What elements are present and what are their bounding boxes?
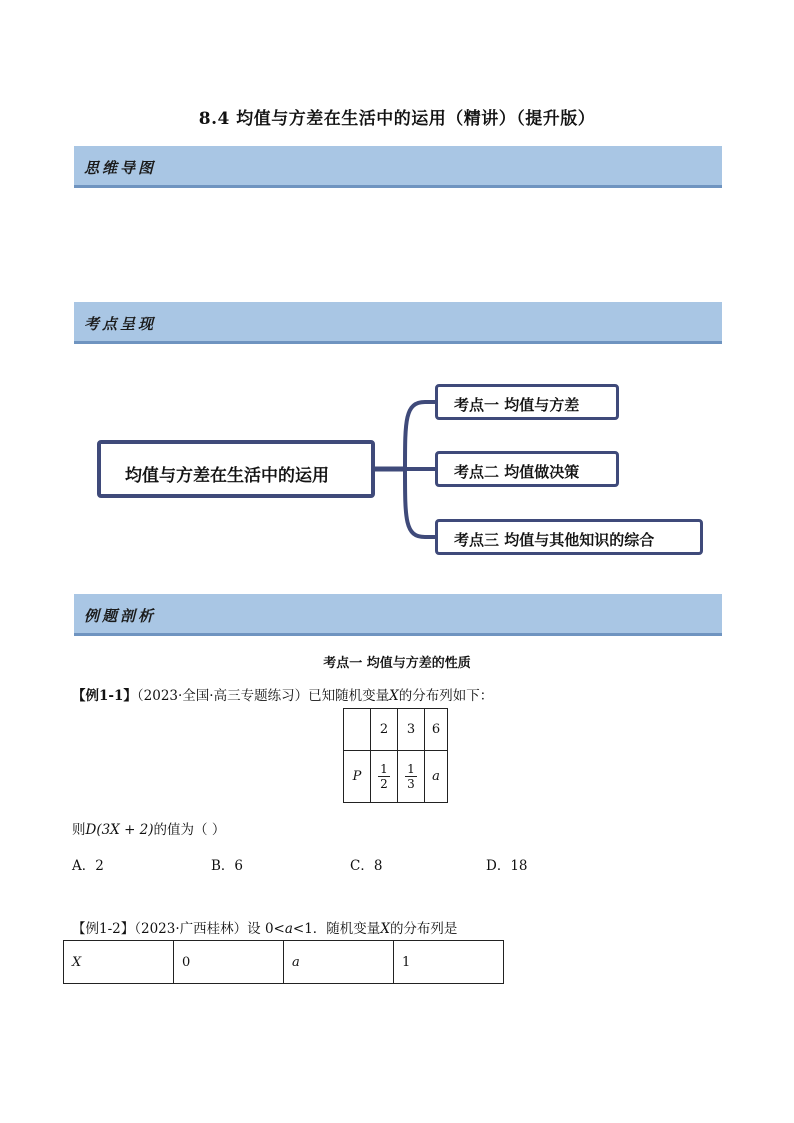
section-band-label: 思维导图 [84,159,157,177]
kaodian-subtitle: 考点一 均值与方差的性质 [323,656,471,671]
example1-source: （2023·全国·高三专题练习） [136,688,309,704]
page-title: 8.4 均值与方差在生活中的运用（精讲）（提升版） [198,109,596,129]
fraction-denominator: 2 [380,776,388,791]
example2-var-a: a [284,921,293,937]
mindmap-connector-line [405,469,436,537]
example2-text-b: <1．随机变量 [292,921,381,937]
question-prefix: 则 [72,822,86,838]
example1-stem-a: 已知随机变量 [308,688,390,704]
example1-question [72,818,225,838]
fraction-numerator: 1 [380,761,388,776]
example2-text-a: （2023·广西桂林）设 0< [134,921,285,937]
table-cell-fraction [398,751,425,803]
example2-var-x: X [380,921,390,937]
example2-label: 【例1-2】 [72,921,135,937]
table-cell-p: P [344,751,371,803]
example2-text-c: 的分布列是 [389,921,458,937]
example1-stem-b: 的分布列如下： [398,688,494,704]
question-suffix: 的值为（ ） [153,822,226,838]
example2-stem [72,917,457,937]
example1-label: 【例1-1】 [72,688,137,704]
table-cell: 0 [174,941,284,984]
option-a: A．2 [72,858,104,874]
distribution-table-1 [343,708,448,803]
section-band-label: 考点呈现 [84,315,157,333]
section-band-example [74,594,722,636]
mindmap-root: 均值与方差在生活中的运用 [97,440,375,498]
distribution-table-2 [63,940,504,984]
question-expression: D(3X + 2) [85,822,154,838]
example1-var: X [389,688,399,704]
table-cell [344,709,371,751]
option-d: D．18 [486,858,528,874]
fraction-numerator: 1 [407,761,415,776]
mindmap-leaf-2: 考点二 均值做决策 [435,451,619,487]
table-cell-fraction [371,751,398,803]
table-cell: 2 [371,709,398,751]
table-cell: a [284,941,394,984]
mindmap-leaf-3: 考点三 均值与其他知识的综合 [435,519,703,555]
table-cell: 6 [425,709,448,751]
table-cell-a: a [425,751,448,803]
section-band-label: 例题剖析 [84,607,157,625]
mindmap-leaf-1: 考点一 均值与方差 [435,384,619,420]
option-c: C．8 [350,858,383,874]
mindmap-connector-line [405,402,436,469]
table-cell: X [64,941,174,984]
table-cell: 1 [394,941,504,984]
example1-stem [72,684,493,704]
table-cell: 3 [398,709,425,751]
fraction-denominator: 3 [407,776,415,791]
option-b: B．6 [211,858,244,874]
